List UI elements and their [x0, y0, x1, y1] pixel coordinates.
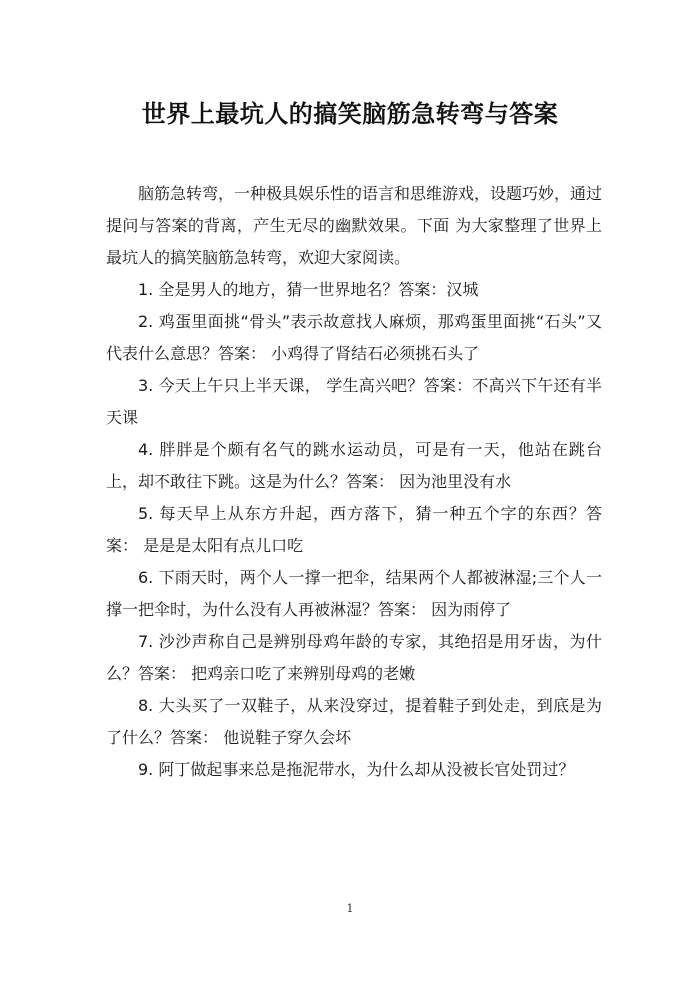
riddle-item-1: 1. 全是男人的地方，猜一世界地名？答案：汉城: [138, 280, 479, 299]
riddle-item-5: 5. 每天早上从东方升起，西方落下，猜一种五个字的东西？答案： 是是是太阳有点儿口吃: [106, 504, 602, 555]
riddle-item-4: 4. 胖胖是个颇有名气的跳水运动员，可是有一天，他站在跳台上，却不敢往下跳。这是为什么？答案： 因为池里没有水: [106, 440, 602, 491]
riddle-item-7: 7. 沙沙声称自己是辨别母鸡年龄的专家，其绝招是用牙齿，为什么？答案： 把鸡亲口吃了来辨别母鸡的老嫩: [106, 632, 602, 683]
riddle-item-6: 6. 下雨天时，两个人一撑一把伞，结果两个人都被淋湿;三个人一撑一把伞时，为什么没有人再被淋湿？答案： 因为雨停了: [106, 568, 602, 619]
riddle-item-2: 2. 鸡蛋里面挑“骨头”表示故意找人麻烦，那鸡蛋里面挑“石头”又代表什么意思？答案： 小鸡得了肾结石必须挑石头了: [106, 312, 602, 363]
document-body: [106, 178, 602, 786]
riddle-item-3: 3. 今天上午只上半天课， 学生高兴吧？答案：不高兴下午还有半天课: [106, 376, 602, 427]
riddle-item-9: 9. 阿丁做起事来总是拖泥带水，为什么却从没被长官处罚过？: [138, 760, 575, 779]
intro-paragraph: 脑筋急转弯，一种极具娱乐性的语言和思维游戏，设题巧妙，通过提问与答案的背离，产生无尽的幽默效果。下面 为大家整理了世界上最坑人的搞笑脑筋急转弯，欢迎大家阅读。: [106, 184, 603, 267]
riddle-item-8: 8. 大头买了一双鞋子，从来没穿过，提着鞋子到处走，到底是为了什么？答案： 他说鞋子穿久会坏: [106, 696, 602, 747]
page-number: 1: [346, 902, 354, 915]
document-title: 世界上最坑人的搞笑脑筋急转弯与答案: [141, 100, 559, 128]
